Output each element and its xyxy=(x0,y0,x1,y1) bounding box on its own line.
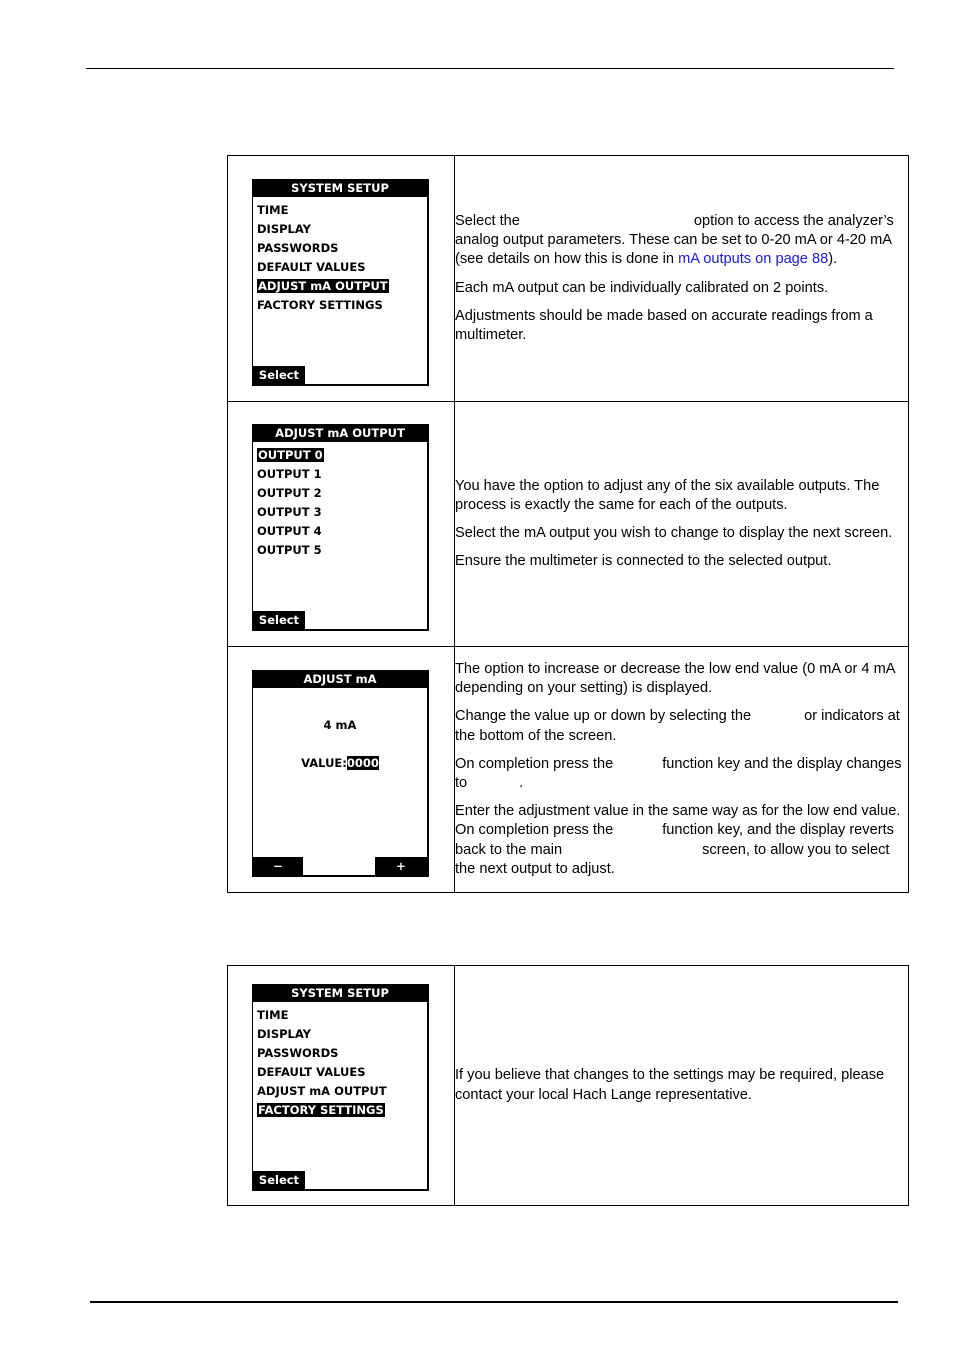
paragraph: Enter the adjustment value in the same way as for the low end value. On completion press the function key, and the display reverts back to the main screen, to allow you to select the next output to adjust. xyxy=(455,803,901,877)
lcd-title: ADJUST mA OUTPUT xyxy=(253,425,427,442)
table-row xyxy=(228,402,909,647)
description-cell xyxy=(455,647,909,893)
select-softkey: Select xyxy=(253,611,305,629)
menu-item-output-0: OUTPUT 0 xyxy=(258,448,323,462)
menu-item-factory-settings: FACTORY SETTINGS xyxy=(258,1103,384,1117)
menu-item-output-1: OUTPUT 1 xyxy=(257,467,322,481)
screen-cell xyxy=(228,402,455,647)
menu-item-output-3: OUTPUT 3 xyxy=(257,505,322,519)
paragraph: The option to increase or decrease the low end value (0 mA or 4 mA depending on your setting) is displayed. xyxy=(455,660,895,697)
value-line xyxy=(253,756,427,770)
paragraph: Each mA output can be individually calibrated on 2 points. xyxy=(455,279,829,296)
menu-item-output-4: OUTPUT 4 xyxy=(257,524,322,538)
lcd-menu xyxy=(257,203,389,317)
lcd-screen-system-setup xyxy=(252,179,429,386)
menu-item-default-values: DEFAULT VALUES xyxy=(257,1065,366,1079)
footer-rule xyxy=(90,1301,898,1303)
table-row xyxy=(228,156,909,402)
menu-item-factory-settings: FACTORY SETTINGS xyxy=(257,298,383,312)
ma-outputs-link[interactable]: mA outputs on page 88 xyxy=(678,251,829,268)
select-softkey: Select xyxy=(253,366,305,384)
menu-item-output-5: OUTPUT 5 xyxy=(257,543,322,557)
lcd-screen-system-setup xyxy=(252,984,429,1191)
menu-item-passwords: PASSWORDS xyxy=(257,241,339,255)
paragraph: If you believe that changes to the settings may be required, please contact your local Hach Lange representative. xyxy=(455,1067,885,1103)
paragraph: Change the value up or down by selecting the or indicators at the bottom of the screen. xyxy=(455,708,900,744)
paragraph: Select the mA output you wish to change to display the next screen. xyxy=(455,525,893,541)
lcd-title: ADJUST mA xyxy=(253,671,427,688)
decrease-softkey: − xyxy=(253,857,303,875)
ma-level-label: 4 mA xyxy=(323,718,357,732)
lcd-screen-adjust-ma-output xyxy=(252,424,429,631)
screen-cell xyxy=(228,647,455,893)
select-softkey: Select xyxy=(253,1171,305,1189)
lcd-title: SYSTEM SETUP xyxy=(253,985,427,1002)
lcd-menu xyxy=(257,448,324,562)
description-cell xyxy=(455,966,909,1206)
screen-cell xyxy=(228,156,455,402)
value-label: VALUE: xyxy=(301,756,347,770)
lcd-menu xyxy=(257,1008,387,1122)
menu-item-time: TIME xyxy=(257,1008,289,1022)
menu-item-adjust-ma-output: ADJUST mA OUTPUT xyxy=(257,1084,387,1098)
screen-cell xyxy=(228,966,455,1206)
description-cell xyxy=(455,156,909,402)
lcd-title: SYSTEM SETUP xyxy=(253,180,427,197)
value-field: 0000 xyxy=(346,756,379,770)
menu-item-adjust-ma-output: ADJUST mA OUTPUT xyxy=(258,279,388,293)
increase-softkey: + xyxy=(375,857,427,875)
description-cell xyxy=(455,402,909,647)
menu-item-display: DISPLAY xyxy=(257,222,311,236)
paragraph: Ensure the multimeter is connected to the selected output. xyxy=(455,553,832,570)
header-rule xyxy=(86,68,894,69)
menu-item-display: DISPLAY xyxy=(257,1027,311,1041)
adjust-ma-output-table xyxy=(227,155,909,893)
menu-item-time: TIME xyxy=(257,203,289,217)
paragraph: Select the option to access the analyzer’s analog output parameters. These can be set to 0-20 mA or 4-20 mA (see details on how this is done in mA outputs on page 88). xyxy=(455,212,894,268)
menu-item-output-2: OUTPUT 2 xyxy=(257,486,322,500)
table-row xyxy=(228,966,909,1206)
paragraph: Adjustments should be made based on accurate readings from a multimeter. xyxy=(455,307,873,343)
lcd-screen-adjust-ma xyxy=(252,670,429,877)
factory-settings-table xyxy=(227,965,909,1206)
paragraph: On completion press the function key and the display changes to . xyxy=(455,755,902,791)
menu-item-default-values: DEFAULT VALUES xyxy=(257,260,366,274)
menu-item-passwords: PASSWORDS xyxy=(257,1046,339,1060)
paragraph: You have the option to adjust any of the six available outputs. The process is exactly the same for each of the outputs. xyxy=(455,477,880,513)
table-row xyxy=(228,647,909,893)
